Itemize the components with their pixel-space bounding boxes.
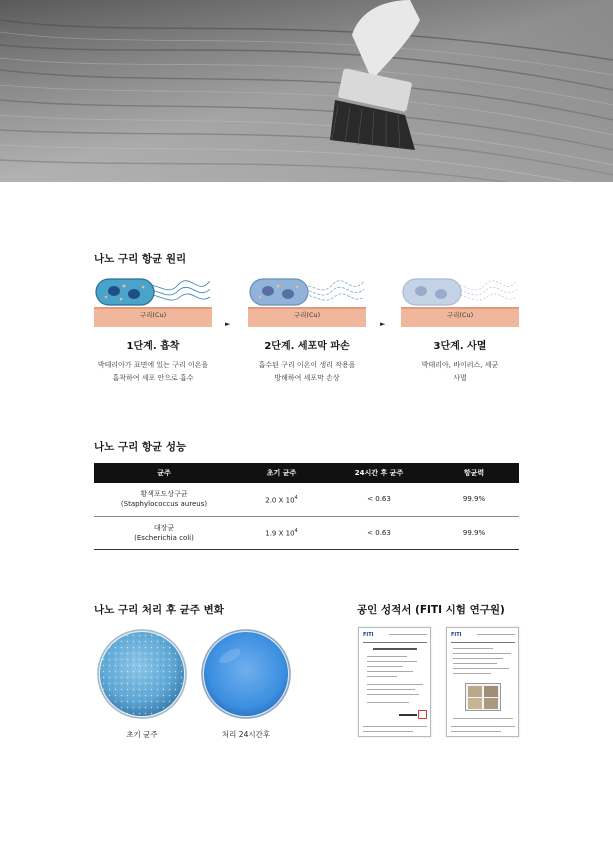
after-count-cell: < 0.63: [329, 516, 429, 549]
petri-dish-icon: [200, 628, 292, 720]
performance-title: 나노 구리 항균 성능: [94, 441, 187, 453]
certificate-title: 공인 성적서 (FITI 시험 연구원): [357, 604, 505, 616]
table-row: [94, 483, 519, 516]
certificate-page-2: [446, 627, 519, 737]
stage-2-title: 2단계. 세포막 파손: [264, 341, 350, 352]
arrow-icon: ►: [225, 320, 231, 328]
stage-2-desc: [248, 359, 366, 385]
strain-cell: [94, 516, 234, 549]
copper-label: 구리(Cu): [139, 311, 167, 319]
stage-1-graphic: [94, 277, 212, 319]
certificate-page-1: [358, 627, 431, 737]
strain-latin-name: (Staphylococcus aureus): [120, 500, 208, 509]
fiti-logo: FITI: [363, 632, 374, 638]
initial-exponent: 4: [294, 528, 298, 535]
stage-3-title: 3단계. 사멸: [433, 341, 487, 352]
stage-3-desc-line-1: 박테리아, 바이러스, 세균: [421, 361, 499, 369]
stage-1: [94, 277, 212, 385]
column-header: 항균력: [429, 463, 519, 483]
strain-cell: [94, 483, 234, 516]
stage-3-desc-line-2: 사멸: [453, 374, 467, 382]
copper-label: 구리(Cu): [446, 311, 474, 319]
stage-2: [248, 277, 366, 385]
petri-dish-icon: [96, 628, 188, 720]
stage-2-desc-line-2: 방해하여 세포막 손상: [274, 374, 340, 382]
after-label: 처리 24시간후: [221, 730, 271, 739]
antibacterial-rate-cell: 99.9%: [429, 483, 519, 516]
stage-1-desc-line-1: 박테리아가 표면에 있는 구리 이온을: [97, 361, 209, 369]
bacteria-on-copper-icon: [94, 277, 212, 327]
petri-dish-after-image: [200, 628, 292, 720]
petri-dish-before-image: [96, 628, 188, 720]
column-header: 초기 균주: [234, 463, 329, 483]
damaged-bacteria-icon: [248, 277, 366, 327]
fiti-logo: FITI: [451, 632, 462, 638]
initial-count: 1.9 X 10: [265, 529, 295, 538]
principle-title: 나노 구리 항균 원리: [94, 253, 187, 265]
dead-bacteria-icon: [401, 277, 519, 327]
initial-count: 2.0 X 10: [265, 496, 295, 505]
initial-count-cell: [234, 516, 329, 549]
stage-2-graphic: [248, 277, 366, 319]
initial-exponent: 4: [294, 495, 298, 502]
column-header: 24시간 후 균주: [329, 463, 429, 483]
antibacterial-rate-cell: 99.9%: [429, 516, 519, 549]
after-count-cell: < 0.63: [329, 483, 429, 516]
table-header-row: [94, 463, 519, 483]
stage-3-desc: [401, 359, 519, 385]
seal-icon: [418, 710, 427, 719]
strain-name: 대장균: [153, 523, 175, 532]
table-row: [94, 516, 519, 549]
column-header: 균주: [94, 463, 234, 483]
initial-count-cell: [234, 483, 329, 516]
copper-label: 구리(Cu): [293, 311, 321, 319]
stage-1-desc: [94, 359, 212, 385]
arrow-icon: ►: [380, 320, 386, 328]
stage-1-title: 1단계. 흡착: [126, 341, 180, 352]
hero-image: [0, 0, 613, 182]
stage-3-graphic: [401, 277, 519, 319]
test-photo-image: [465, 683, 501, 711]
change-title: 나노 구리 처리 후 균주 변화: [94, 604, 224, 616]
stage-1-desc-line-2: 흡착하여 세포 안으로 흡수: [112, 374, 194, 382]
stage-2-desc-line-1: 흡수된 구리 이온이 생리 작용을: [258, 361, 356, 369]
strain-latin-name: (Escherichia coli): [134, 533, 194, 542]
before-label: 초기 균주: [126, 730, 158, 739]
strain-name: 황색포도상구균: [140, 490, 188, 499]
performance-table: [94, 463, 519, 550]
wood-floor-brush-photo: [0, 0, 613, 182]
stage-3: [401, 277, 519, 385]
